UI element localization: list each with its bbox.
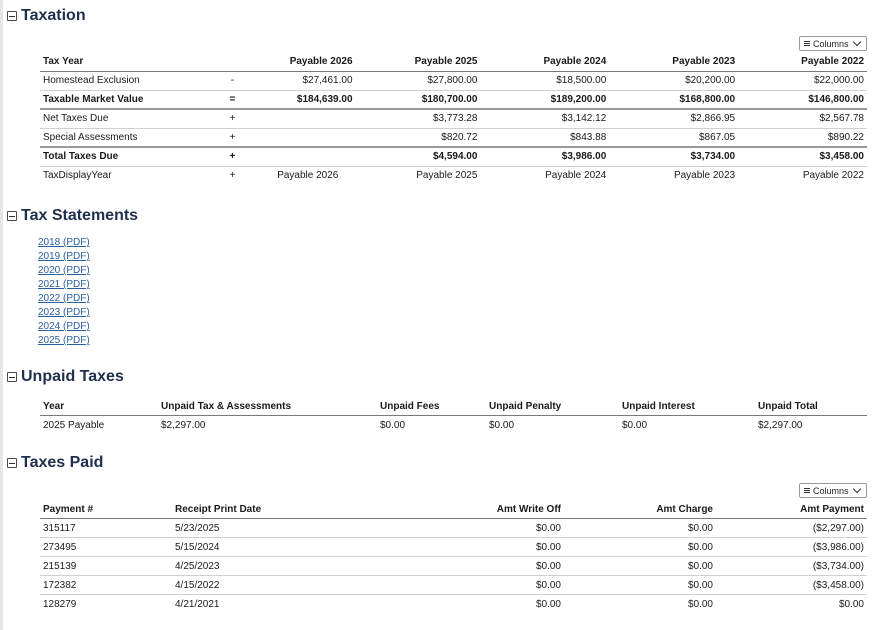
table-cell: Payable 2023 xyxy=(673,170,736,182)
table-cell: $27,461.00 xyxy=(302,75,353,86)
table-cell: 273495 xyxy=(43,541,77,553)
column-header xyxy=(205,52,260,71)
unpaid-taxes-table xyxy=(40,397,867,435)
column-header[interactable]: Payable 2026 xyxy=(289,55,353,67)
row-label: Total Taxes Due xyxy=(43,151,119,163)
menu-lines-icon xyxy=(804,488,810,493)
row-label: Homestead Exclusion xyxy=(43,75,140,86)
table-row xyxy=(40,416,867,435)
table-cell: Payable 2025 xyxy=(416,170,478,182)
column-header[interactable]: Payment # xyxy=(43,503,94,515)
collapse-icon[interactable] xyxy=(7,458,17,468)
table-cell: $0.00 xyxy=(622,419,648,431)
chevron-down-icon xyxy=(852,485,860,493)
section-unpaid-taxes-header[interactable] xyxy=(7,368,124,386)
statement-link-2021[interactable]: 2021 (PDF) xyxy=(38,279,90,290)
column-header[interactable]: Receipt Print Date xyxy=(175,503,262,515)
statement-link-2025[interactable]: 2025 (PDF) xyxy=(38,335,90,346)
table-cell: Payable 2024 xyxy=(545,170,607,182)
table-cell: $22,000.00 xyxy=(813,75,864,86)
chevron-down-icon xyxy=(852,38,860,46)
column-header[interactable]: Unpaid Tax & Assessments xyxy=(161,400,292,412)
table-cell: $2,297.00 xyxy=(758,419,803,431)
column-header[interactable]: Payable 2024 xyxy=(543,55,607,67)
row-operator: - xyxy=(230,75,235,86)
table-cell: $184,639.00 xyxy=(296,93,353,105)
table-cell: $146,800.00 xyxy=(808,93,864,105)
table-cell: 2025 Payable xyxy=(43,419,105,431)
left-border xyxy=(0,0,3,630)
table-cell: $0.00 xyxy=(687,598,713,610)
table-cell: $0.00 xyxy=(687,522,713,534)
table-cell: $3,986.00 xyxy=(561,151,607,163)
table-cell: 315117 xyxy=(43,522,76,534)
table-cell: $3,734.00 xyxy=(690,151,736,163)
column-header[interactable]: Tax Year xyxy=(43,55,84,67)
row-label: Taxable Market Value xyxy=(43,93,144,105)
tax-statement-links xyxy=(38,236,90,348)
table-cell: 215139 xyxy=(43,560,77,572)
table-cell: 4/25/2023 xyxy=(175,560,220,572)
column-header[interactable]: Amt Write Off xyxy=(496,503,561,515)
row-label: Net Taxes Due xyxy=(43,113,109,125)
columns-button-label: Columns xyxy=(813,485,849,496)
table-row xyxy=(40,557,867,576)
table-cell: $3,458.00 xyxy=(819,151,864,163)
table-cell: 5/23/2025 xyxy=(175,522,220,534)
statement-link-2023[interactable]: 2023 (PDF) xyxy=(38,307,90,318)
statement-link-2018[interactable]: 2018 (PDF) xyxy=(38,237,90,248)
table-cell: ($3,458.00) xyxy=(812,579,864,591)
table-cell: $0.00 xyxy=(535,522,561,534)
section-taxation-header[interactable] xyxy=(7,7,86,25)
section-title: Unpaid Taxes xyxy=(21,368,124,385)
table-row xyxy=(40,595,867,614)
taxation-table xyxy=(40,52,867,185)
column-header[interactable]: Unpaid Interest xyxy=(622,400,695,412)
table-cell: $18,500.00 xyxy=(556,75,607,86)
row-operator: + xyxy=(229,113,236,125)
table-row xyxy=(40,90,867,109)
table-cell: ($2,297.00) xyxy=(812,522,864,534)
row-operator: + xyxy=(229,170,236,182)
columns-button[interactable] xyxy=(799,36,867,51)
row-operator: + xyxy=(229,151,236,163)
table-row xyxy=(40,538,867,557)
column-header[interactable]: Payable 2023 xyxy=(672,55,736,67)
section-title: Taxes Paid xyxy=(21,454,104,471)
table-cell: $0.00 xyxy=(535,598,561,610)
section-tax-statements-header[interactable] xyxy=(7,207,138,225)
table-cell: $0.00 xyxy=(535,579,561,591)
table-header-row xyxy=(40,397,867,416)
table-cell: $2,297.00 xyxy=(161,419,206,431)
table-cell: $890.22 xyxy=(827,131,864,143)
table-cell: 172382 xyxy=(43,579,77,591)
table-cell: $168,800.00 xyxy=(679,93,736,105)
columns-button-label: Columns xyxy=(813,38,849,49)
column-header[interactable]: Unpaid Fees xyxy=(380,400,440,412)
table-row xyxy=(40,109,867,128)
table-cell: $2,567.78 xyxy=(819,113,864,125)
table-cell: ($3,986.00) xyxy=(812,541,864,553)
table-cell: $0.00 xyxy=(489,419,515,431)
row-label: TaxDisplayYear xyxy=(43,170,112,182)
row-operator: + xyxy=(229,131,236,143)
column-header[interactable]: Amt Payment xyxy=(800,503,864,515)
table-cell: $820.72 xyxy=(441,131,478,143)
column-header[interactable]: Year xyxy=(43,400,65,412)
table-cell xyxy=(260,147,355,166)
menu-lines-icon xyxy=(804,41,810,46)
table-row xyxy=(40,128,867,147)
taxes-paid-table xyxy=(40,500,867,614)
table-row xyxy=(40,147,867,166)
table-cell: $867.05 xyxy=(698,131,736,143)
column-header[interactable]: Unpaid Total xyxy=(758,400,818,412)
table-cell: $180,700.00 xyxy=(421,93,478,105)
table-cell xyxy=(260,109,355,128)
table-cell: $843.88 xyxy=(570,131,607,143)
table-cell: 4/15/2022 xyxy=(175,579,220,591)
table-cell: $3,142.12 xyxy=(561,113,607,125)
table-cell: $4,594.00 xyxy=(432,151,478,163)
table-cell: $0.00 xyxy=(687,541,713,553)
table-row xyxy=(40,166,867,185)
table-cell: $0.00 xyxy=(687,579,713,591)
table-cell: 128279 xyxy=(43,598,77,610)
table-header-row xyxy=(40,500,867,519)
table-cell xyxy=(260,128,355,147)
collapse-icon[interactable] xyxy=(7,372,17,382)
table-header-row xyxy=(40,52,867,71)
table-cell: $20,200.00 xyxy=(685,75,736,86)
table-row xyxy=(40,576,867,595)
row-operator: = xyxy=(229,93,236,105)
table-row xyxy=(40,71,867,90)
statement-link-2022[interactable]: 2022 (PDF) xyxy=(38,293,90,304)
section-title: Tax Statements xyxy=(21,207,139,224)
section-taxes-paid-header[interactable] xyxy=(7,454,103,472)
table-cell: $27,800.00 xyxy=(427,75,478,86)
table-cell: $0.00 xyxy=(535,541,561,553)
table-cell: $3,773.28 xyxy=(432,113,478,125)
table-cell: $0.00 xyxy=(380,419,406,431)
collapse-icon[interactable] xyxy=(7,11,17,21)
table-cell: Payable 2026 xyxy=(277,170,339,182)
column-header[interactable]: Payable 2025 xyxy=(414,55,478,67)
table-cell: $189,200.00 xyxy=(550,93,607,105)
column-header[interactable]: Unpaid Penalty xyxy=(489,400,562,412)
column-header[interactable]: Payable 2022 xyxy=(801,55,864,67)
columns-button[interactable] xyxy=(799,483,867,498)
table-cell: ($3,734.00) xyxy=(812,560,864,572)
table-cell: $0.00 xyxy=(535,560,561,572)
row-label: Special Assessments xyxy=(43,131,138,143)
statement-link-2019[interactable]: 2019 (PDF) xyxy=(38,251,90,262)
table-cell: 4/21/2021 xyxy=(175,598,220,610)
table-cell: Payable 2022 xyxy=(802,170,864,182)
statement-link-2024[interactable]: 2024 (PDF) xyxy=(38,321,90,332)
table-cell: 5/15/2024 xyxy=(175,541,220,553)
statement-link-2020[interactable]: 2020 (PDF) xyxy=(38,265,90,276)
column-header[interactable]: Amt Charge xyxy=(656,503,713,515)
table-row xyxy=(40,519,867,538)
table-cell: $0.00 xyxy=(838,598,864,610)
section-title: Taxation xyxy=(21,7,86,24)
table-cell: $0.00 xyxy=(687,560,713,572)
collapse-icon[interactable] xyxy=(7,211,17,221)
table-cell: $2,866.95 xyxy=(690,113,736,125)
